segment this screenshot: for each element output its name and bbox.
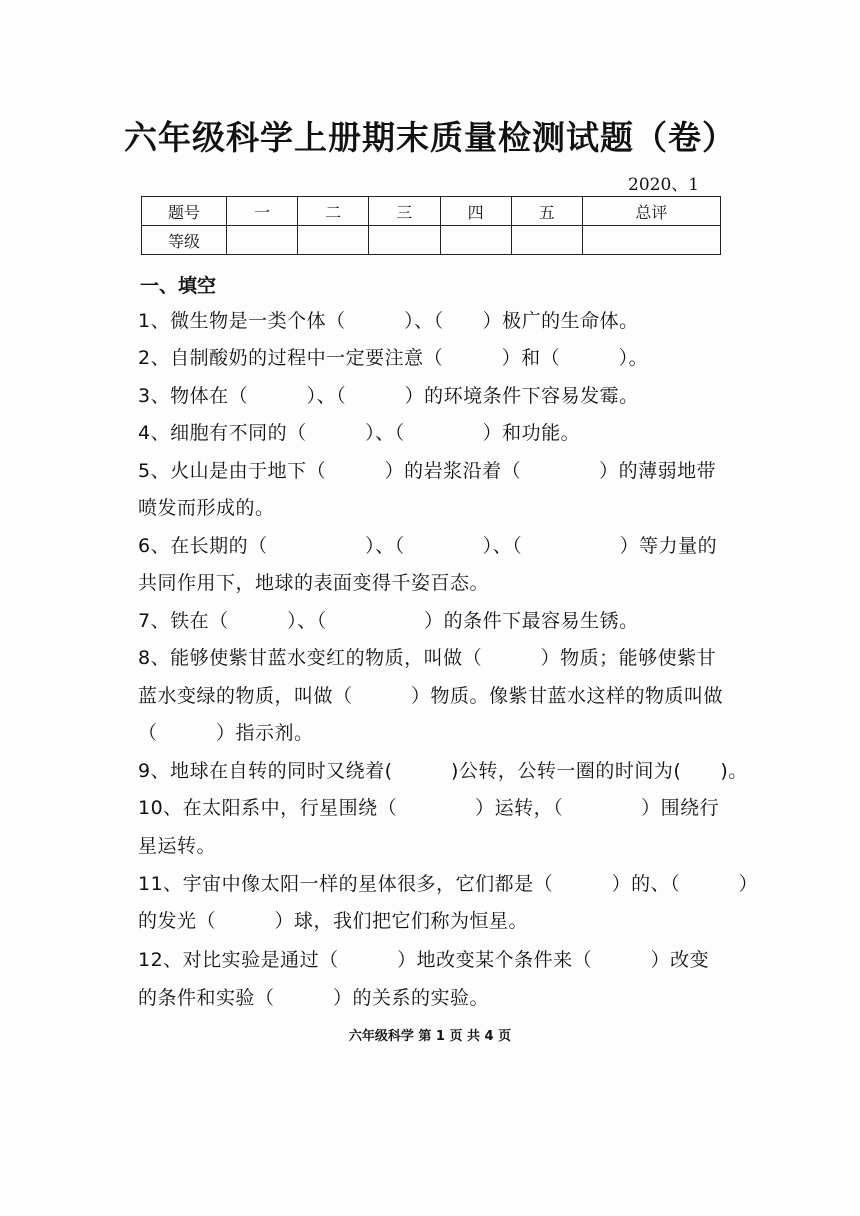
question-line: 5、火山是由于地下（ ）的岩浆沿着（ ）的薄弱地带	[138, 460, 717, 482]
question-line: 蓝水变绿的物质，叫做（ ）物质。像紫甘蓝水这样的物质叫做	[138, 685, 724, 707]
score-table-col-1: 一	[227, 197, 298, 226]
score-table-header-row	[142, 197, 721, 226]
score-table-col-total: 总评	[582, 197, 720, 226]
score-table-grade-row	[142, 226, 721, 255]
grade-cell-3[interactable]	[369, 226, 440, 255]
question-line: 9、地球在自转的同时又绕着( )公转，公转一圈的时间为( )。	[138, 760, 748, 782]
score-table-col-5: 五	[511, 197, 582, 226]
question-line: （ ）指示剂。	[138, 722, 314, 744]
question-line: 11、宇宙中像太阳一样的星体很多，它们都是（ ）的、（ ）	[138, 873, 759, 895]
question-line: 7、铁在（ ）、（ ）的条件下最容易生锈。	[138, 610, 639, 632]
score-table-col-4: 四	[440, 197, 511, 226]
score-table-col-3: 三	[369, 197, 440, 226]
score-table-row-label: 等级	[142, 226, 227, 255]
exam-title: 六年级科学上册期末质量检测试题（卷）	[124, 118, 736, 157]
question-line: 喷发而形成的。	[138, 497, 275, 519]
score-table	[141, 196, 721, 255]
question-line: 8、能够使紫甘蓝水变红的物质，叫做（ ）物质；能够使紫甘	[138, 647, 717, 669]
question-line: 2、自制酸奶的过程中一定要注意（ ）和（ ）。	[138, 347, 649, 369]
page-footer: 六年级科学 第 1 页 共 4 页	[348, 1029, 512, 1044]
question-line: 12、对比实验是通过（ ）地改变某个条件来（ ）改变	[138, 949, 710, 971]
question-line: 1、微生物是一类个体（ ）、（ ）极广的生命体。	[138, 310, 639, 332]
grade-cell-2[interactable]	[298, 226, 369, 255]
question-line: 的条件和实验（ ）的关系的实验。	[138, 987, 490, 1009]
question-line: 3、物体在（ ）、（ ）的环境条件下容易发霉。	[138, 385, 639, 407]
question-line: 的发光（ ）球，我们把它们称为恒星。	[138, 910, 529, 932]
question-line: 星运转。	[138, 835, 217, 857]
grade-cell-1[interactable]	[227, 226, 298, 255]
question-line: 10、在太阳系中，行星围绕（ ）运转，（ ）围绕行	[138, 797, 720, 819]
grade-cell-5[interactable]	[511, 226, 582, 255]
exam-date: 2020、1	[628, 175, 700, 195]
score-table-col-2: 二	[298, 197, 369, 226]
section-title: 一、填空	[140, 275, 217, 297]
question-line: 共同作用下，地球的表面变得千姿百态。	[138, 572, 490, 594]
question-line: 6、在长期的（ ）、（ ）、（ ）等力量的	[138, 535, 718, 557]
score-table-header-label: 题号	[142, 197, 227, 226]
grade-cell-4[interactable]	[440, 226, 511, 255]
question-line: 4、细胞有不同的（ ）、（ ）和功能。	[138, 422, 581, 444]
grade-cell-total[interactable]	[582, 226, 720, 255]
